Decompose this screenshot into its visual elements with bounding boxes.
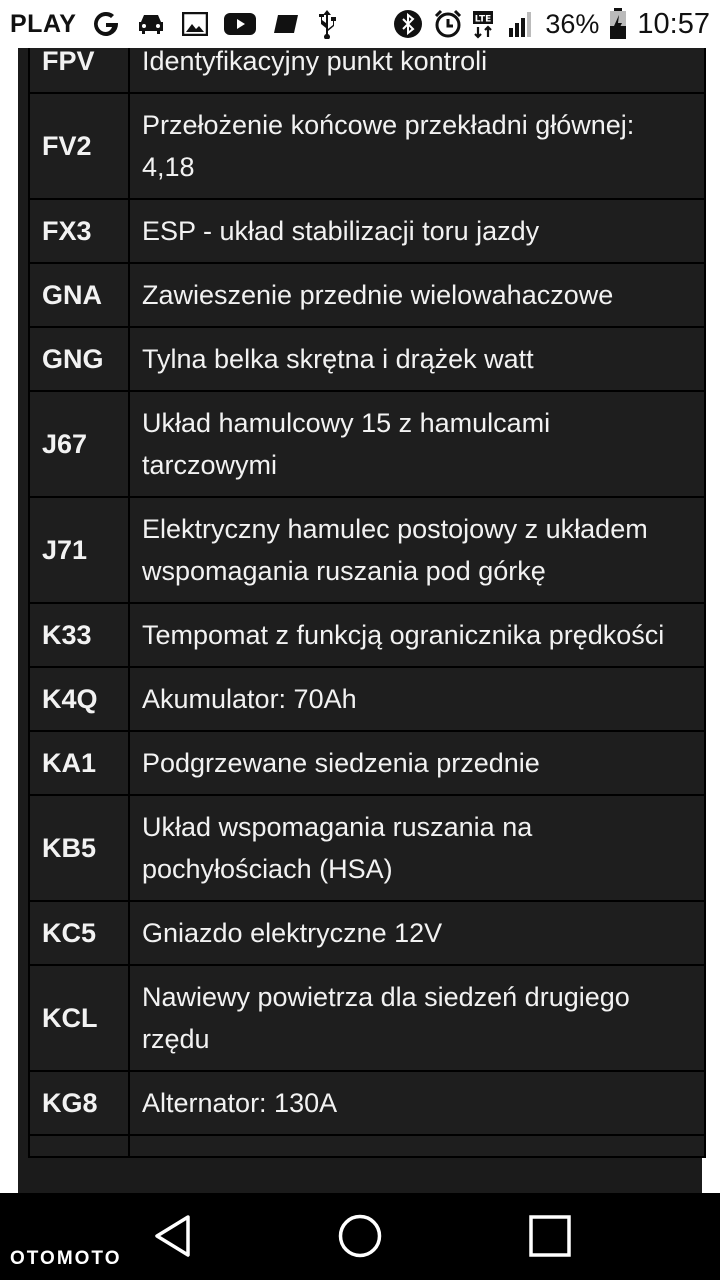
page-content xyxy=(0,48,720,1193)
equipment-row xyxy=(29,731,705,795)
option-code: KC5 xyxy=(29,901,129,965)
home-icon xyxy=(337,1213,383,1259)
option-description: Identyfikacyjny punkt kontroli xyxy=(129,48,705,93)
option-code xyxy=(29,1135,129,1157)
equipment-row xyxy=(29,327,705,391)
option-description: ESP - układ stabilizacji toru jazdy xyxy=(129,199,705,263)
option-description: Podgrzewane siedzenia przednie xyxy=(129,731,705,795)
option-description: Układ hamulcowy 15 z hamulcami tarczowymi xyxy=(129,391,705,497)
equipment-row xyxy=(29,667,705,731)
equipment-row xyxy=(29,497,705,603)
option-description: Tylna belka skrętna i drążek watt xyxy=(129,327,705,391)
carrier-name: PLAY xyxy=(10,9,77,38)
option-code: FX3 xyxy=(29,199,129,263)
recents-icon xyxy=(528,1214,572,1258)
status-bar-right xyxy=(393,8,710,41)
option-description: Tempomat z funkcją ogranicznika prędkości xyxy=(129,603,705,667)
option-code: GNA xyxy=(29,263,129,327)
youtube-icon xyxy=(224,9,256,39)
option-code: KCL xyxy=(29,965,129,1071)
recents-button[interactable] xyxy=(526,1213,574,1259)
image-icon xyxy=(182,9,208,39)
option-code: K33 xyxy=(29,603,129,667)
battery-icon xyxy=(609,9,627,39)
home-button[interactable] xyxy=(334,1213,386,1259)
back-icon xyxy=(152,1214,192,1258)
status-bar xyxy=(0,0,720,48)
bluetooth-icon xyxy=(393,9,423,39)
equipment-table-body xyxy=(29,48,705,1157)
option-description: Akumulator: 70Ah xyxy=(129,667,705,731)
otomoto-watermark: OTOMOTO xyxy=(10,1248,122,1269)
lte-icon xyxy=(473,9,499,39)
car-icon xyxy=(136,9,166,39)
option-description: Układ wspomagania ruszania na pochyłościach (HSA) xyxy=(129,795,705,901)
alarm-icon xyxy=(433,9,463,39)
option-description: Elektryczny hamulec postojowy z układem wspomagania ruszania pod górkę xyxy=(129,497,705,603)
option-code: J71 xyxy=(29,497,129,603)
equipment-row xyxy=(29,603,705,667)
equipment-row xyxy=(29,1135,705,1157)
equipment-row xyxy=(29,93,705,199)
equipment-row xyxy=(29,1071,705,1135)
signal-icon xyxy=(509,9,535,39)
option-description: Nawiewy powietrza dla siedzeń drugiego rzędu xyxy=(129,965,705,1071)
option-code: FPV xyxy=(29,48,129,93)
option-description: Gniazdo elektryczne 12V xyxy=(129,901,705,965)
back-button[interactable] xyxy=(145,1213,199,1259)
option-code: J67 xyxy=(29,391,129,497)
equipment-table xyxy=(28,48,706,1158)
equipment-row xyxy=(29,391,705,497)
status-bar-left xyxy=(10,9,338,39)
option-description: Przełożenie końcowe przekładni głównej: 4,18 xyxy=(129,93,705,199)
option-code: FV2 xyxy=(29,93,129,199)
option-description: Zawieszenie przednie wielowahaczowe xyxy=(129,263,705,327)
option-code: KB5 xyxy=(29,795,129,901)
clock: 10:57 xyxy=(637,7,710,40)
option-code: KA1 xyxy=(29,731,129,795)
equipment-row xyxy=(29,795,705,901)
equipment-panel xyxy=(18,48,702,1193)
equipment-row xyxy=(29,263,705,327)
option-description: Alternator: 130A xyxy=(129,1071,705,1135)
option-code: GNG xyxy=(29,327,129,391)
tag-icon xyxy=(272,9,300,39)
option-code: KG8 xyxy=(29,1071,129,1135)
option-code: K4Q xyxy=(29,667,129,731)
equipment-row xyxy=(29,199,705,263)
usb-icon xyxy=(316,9,338,39)
option-description xyxy=(129,1135,705,1157)
equipment-row xyxy=(29,965,705,1071)
equipment-row xyxy=(29,48,705,93)
equipment-row xyxy=(29,901,705,965)
battery-percent: 36% xyxy=(545,8,600,39)
google-g-icon xyxy=(92,9,120,39)
lte-label: LTE xyxy=(475,14,492,25)
